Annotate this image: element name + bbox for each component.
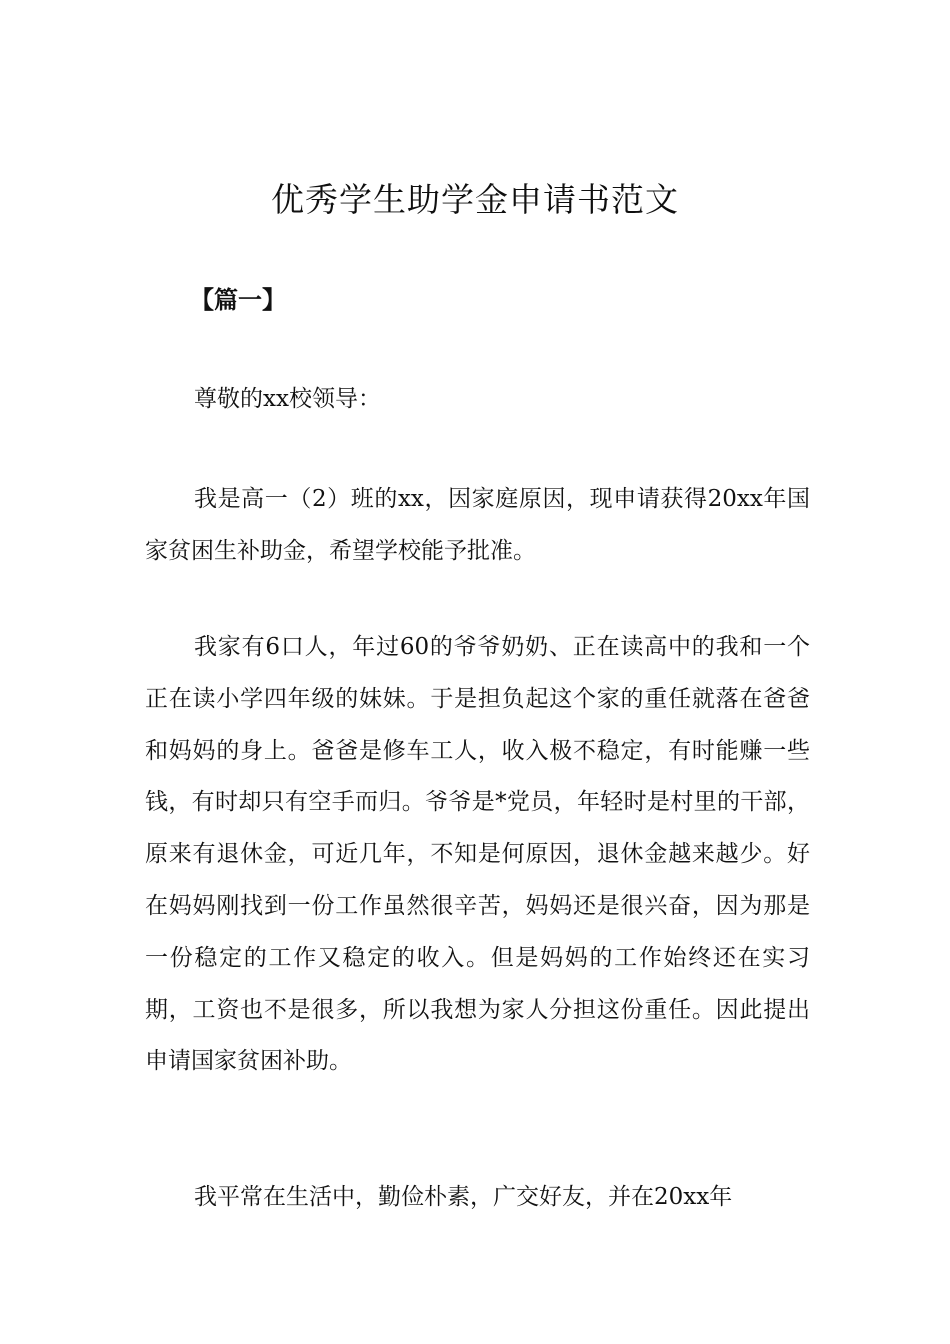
document-title: 优秀学生助学金申请书范文 (271, 180, 679, 219)
paragraph-3: 我平常在生活中，勤俭朴素，广交好友，并在20xx年 (194, 1184, 733, 1210)
paragraph-1: 我是高一（2）班的xx，因家庭原因，现申请获得20xx年国家贫困生补助金，希望学校能予批准。 (145, 486, 810, 564)
section-label: 【篇一】 (190, 285, 286, 314)
salutation: 尊敬的xx校领导： (194, 386, 381, 412)
paragraph-2: 我家有6口人，年过60的爷爷奶奶、正在读高中的我和一个正在读小学四年级的妹妹。于是担负起这个家的重任就落在爸爸和妈妈的身上。爸爸是修车工人，收入极不稳定，有时能赚一些钱，有时却只有空手而归。爷爷是*党员，年轻时是村里的干部，原来有退休金，可近几年，不知是何原因，退休金越来越少。好在妈妈刚找到一份工作虽然很辛苦，妈妈还是很兴奋，因为那是一份稳定的工作又稳定的收入。但是妈妈的工作始终还在实习期，工资也不是很多，所以我想为家人分担这份重任。因此提出申请国家贫困补助。 (145, 634, 810, 1075)
